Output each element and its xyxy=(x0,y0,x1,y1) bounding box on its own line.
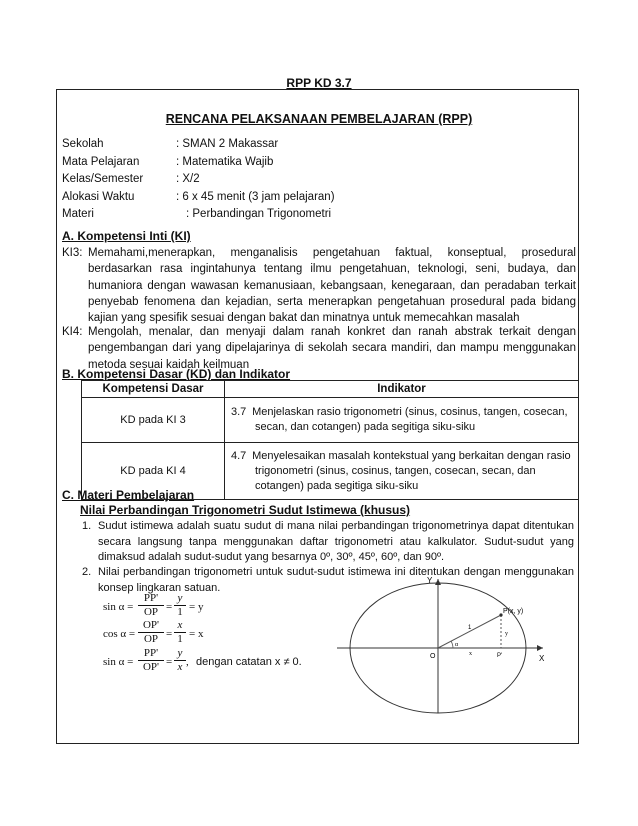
list-item xyxy=(82,519,574,566)
info-label: Materi xyxy=(62,208,94,220)
formula-fraction xyxy=(138,647,164,674)
info-label: Sekolah xyxy=(62,138,104,150)
radius-op xyxy=(438,615,501,648)
list-text: Nilai perbandingan trigonometri untuk sudut-sudut istimewa ini ditentukan dengan menggunakan konsep lingkaran satuan. xyxy=(98,566,574,594)
indikator-text: Menjelaskan rasio trigonometri (sinus, cosinus, tangen, cosecan, xyxy=(252,406,568,418)
fraction-numerator: y xyxy=(174,592,186,606)
fraction-numerator: PP' xyxy=(138,592,164,606)
list-text: Sudut istimewa adalah suatu sudut di mana nilai perbandingan trigonometrinya dapat ditentukan secara langsung tanpa menggunakan daftar trigonometri atau kalkulator. Sudut-sudut yang dimaksud adalah sudut-sudut yang besarnya 0º, 30º, 45º, 60º, dan 90º. xyxy=(98,520,574,563)
unit-circle-diagram xyxy=(335,575,550,715)
fraction-denominator: OP xyxy=(143,633,159,645)
ki3-text: Memahami,menerapkan, menganalisis pengetahuan faktual, konseptual, prosedural berdasarkan rasa ingintahunya tentang ilmu pengetahuan, teknologi, seni, budaya, dan humaniora dengan wawasan kemanusiaan, kebangsaan, kenegaraan, dan peradaban terkait penyebab fenomena dan kejadian, serta menerapkan pengetahuan prosedural pada bidang kajian yang spesifik sesuai dengan bakat dan minatnya untuk memecahkan masalah xyxy=(88,247,576,325)
section-c-subheading: Nilai Perbandingan Trigonometri Sudut Istimewa (khusus) xyxy=(80,503,411,517)
ki3-paragraph xyxy=(62,245,576,326)
origin-label: O xyxy=(430,653,436,660)
formula-note: dengan catatan x ≠ 0. xyxy=(196,656,302,668)
formula-lhs: sin α = xyxy=(103,656,134,668)
list-number: 2. xyxy=(82,566,92,578)
equals-sign: = xyxy=(166,601,173,613)
col-kd-header: Kompetensi Dasar xyxy=(82,381,225,398)
indikator-number: 4.7 xyxy=(231,449,247,462)
y-segment-label: y xyxy=(505,631,508,637)
info-value: : 6 x 45 menit (3 jam pelajaran) xyxy=(176,190,335,203)
fraction-numerator: y xyxy=(174,647,186,661)
x-segment-label: x xyxy=(469,651,472,657)
kd-cell: KD pada KI 3 xyxy=(82,398,225,443)
list-number: 1. xyxy=(82,520,92,532)
section-b-heading: B. Kompetensi Dasar (KD) dan Indikator xyxy=(62,367,291,381)
y-axis-label: Y xyxy=(427,576,433,585)
p-prime-label: P' xyxy=(497,653,503,659)
info-label: Mata Pelajaran xyxy=(62,155,140,168)
indikator-text-cont: secan, dan cotangen) pada segitiga siku-siku xyxy=(255,421,476,433)
formula-fraction xyxy=(174,619,186,646)
formula-rhs: = x xyxy=(189,628,204,640)
kd-cell: KD pada KI 4 xyxy=(82,443,225,500)
kd-table xyxy=(81,380,579,500)
formula-rhs: = y xyxy=(189,601,204,613)
x-axis-arrow xyxy=(537,645,543,651)
table-header-row xyxy=(82,381,579,398)
ki3-label: KI3: xyxy=(62,247,83,259)
x-axis-label: X xyxy=(539,654,545,663)
indikator-cell xyxy=(225,443,579,500)
formula-lhs: cos α = xyxy=(103,628,136,640)
info-label: Kelas/Semester xyxy=(62,173,144,185)
equals-sign: = xyxy=(166,628,173,640)
fraction-denominator: 1 xyxy=(177,633,183,645)
info-value: : X/2 xyxy=(176,173,200,185)
ki4-paragraph xyxy=(62,324,576,373)
indikator-number: 3.7 xyxy=(231,406,247,418)
alpha-label: α xyxy=(455,642,459,648)
y-axis-arrow xyxy=(435,579,441,585)
fraction-numerator: x xyxy=(174,619,186,633)
document-title: RPP KD 3.7 xyxy=(286,76,352,90)
formula-rhs: , xyxy=(186,656,189,668)
radius-label: 1 xyxy=(468,625,472,631)
col-indikator-header: Indikator xyxy=(225,381,579,398)
fraction-numerator: OP' xyxy=(138,619,164,633)
formula-fraction xyxy=(174,592,186,619)
fraction-denominator: x xyxy=(177,661,183,673)
ki4-text: Mengolah, menalar, dan menyaji dalam ranah konkret dan ranah abstrak terkait dengan pengembangan dari yang dipelajarinya di sekolah secara mandiri, dan mampu menggunakan metoda sesuai kaidah keilmuan xyxy=(88,326,576,371)
fraction-denominator: OP' xyxy=(142,661,160,673)
rpp-title: RENCANA PELAKSANAAN PEMBELAJARAN (RPP) xyxy=(165,112,473,126)
indikator-cell xyxy=(225,398,579,443)
angle-arc xyxy=(451,641,453,648)
fraction-denominator: OP xyxy=(143,606,159,618)
fraction-denominator: 1 xyxy=(177,606,183,618)
indikator-text-cont: trigonometri (sinus, cosinus, tangen, cosecan, secan, dan cotangen) pada segitiga siku-siku xyxy=(255,464,536,492)
info-label: Alokasi Waktu xyxy=(62,190,135,203)
ki4-label: KI4: xyxy=(62,326,83,338)
indikator-text: Menyelesaikan masalah kontekstual yang berkaitan dengan rasio xyxy=(252,449,571,462)
formula-fraction xyxy=(174,647,186,674)
info-block xyxy=(62,136,562,226)
point-label: P(x, y) xyxy=(503,608,524,615)
info-value: : Perbandingan Trigonometri xyxy=(186,208,332,220)
table-row xyxy=(82,398,579,443)
formula-fraction xyxy=(138,619,164,646)
formula-lhs: sin α = xyxy=(103,601,134,613)
section-c-heading: C. Materi Pembelajaran xyxy=(62,488,195,502)
fraction-numerator: PP' xyxy=(138,647,164,661)
info-value: : SMAN 2 Makassar xyxy=(176,138,279,150)
formula-fraction xyxy=(138,592,164,619)
equals-sign: = xyxy=(166,656,173,668)
section-a-heading: A. Kompetensi Inti (KI) xyxy=(62,229,191,243)
info-value: : Matematika Wajib xyxy=(176,155,274,168)
